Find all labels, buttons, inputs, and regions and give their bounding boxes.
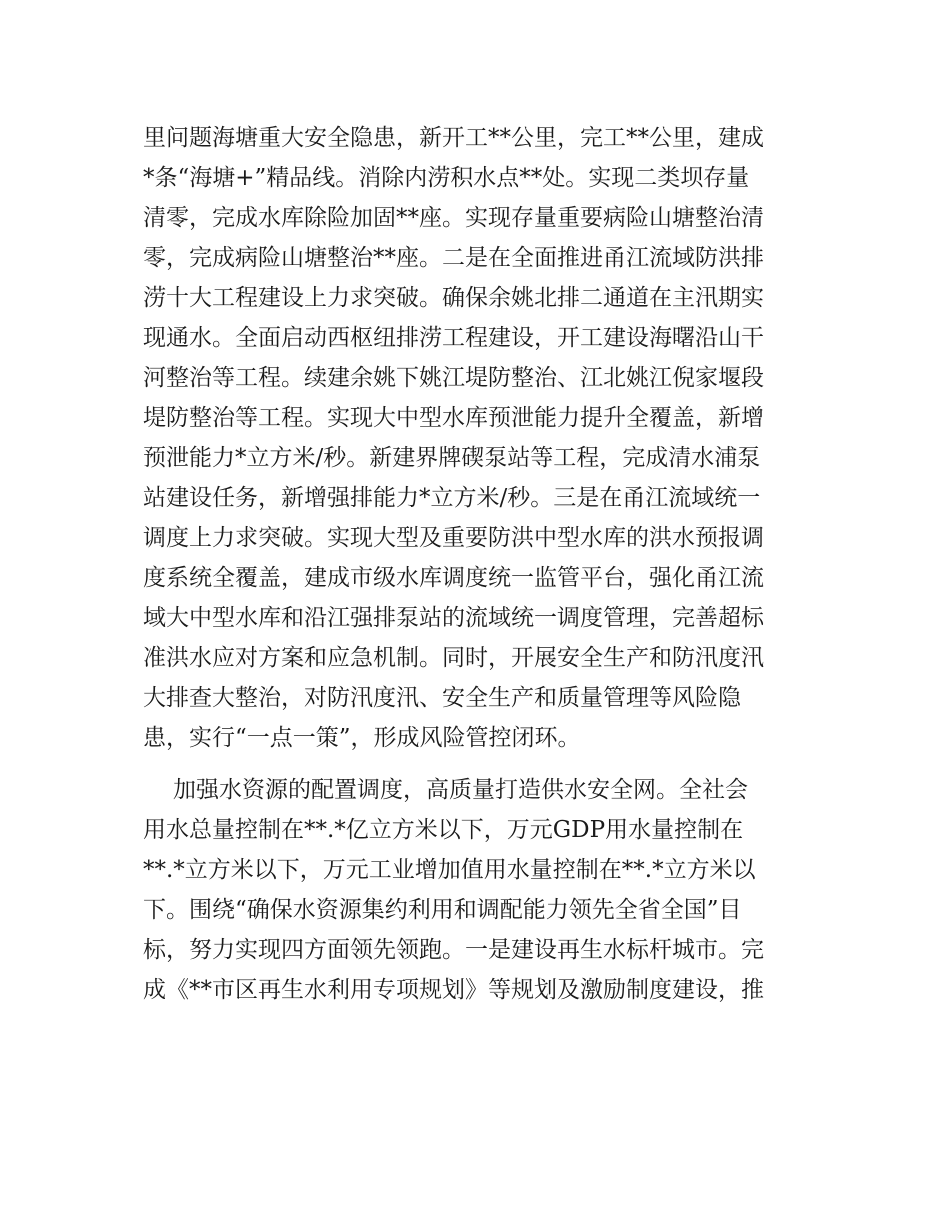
text-line: 零，完成病险山塘整治**座。二是在全面推进甬江流域防洪排 [143, 245, 764, 271]
text-line: 患，实行“一点一策”，形成风险管控闭环。 [143, 725, 581, 751]
text-line: 涝十大工程建设上力求突破。确保余姚北排二通道在主汛期实 [143, 285, 764, 311]
paragraph [143, 770, 813, 1010]
text-line: 度系统全覆盖，建成市级水库调度统一监管平台，强化甬江流 [143, 565, 764, 591]
text-line: 加强水资源的配置调度，高质量打造供水安全网。全社会 [173, 777, 748, 803]
text-line: 堤防整治等工程。实现大中型水库预泄能力提升全覆盖，新增 [143, 405, 764, 431]
text-line: 准洪水应对方案和应急机制。同时，开展安全生产和防汛度汛 [143, 645, 764, 671]
text-line: 现通水。全面启动西枢纽排涝工程建设，开工建设海曙沿山干 [143, 325, 764, 351]
text-line: 调度上力求突破。实现大型及重要防洪中型水库的洪水预报调 [143, 525, 764, 551]
document-body [143, 118, 813, 1010]
text-line: 域大中型水库和沿江强排泵站的流域统一调度管理，完善超标 [143, 605, 764, 631]
text-line: 标，努力实现四方面领先领跑。一是建设再生水标杆城市。完 [143, 937, 764, 963]
text-line: 成《**市区再生水利用专项规划》等规划及激励制度建设，推 [143, 977, 764, 1003]
text-line: 用水总量控制在**.*亿立方米以下，万元GDP用水量控制在 [143, 817, 744, 843]
text-line: 站建设任务，新增强排能力*立方米/秒。三是在甬江流域统一 [143, 485, 761, 511]
paragraph [143, 118, 813, 758]
text-line: 下。围绕“确保水资源集约利用和调配能力领先全省全国”目 [143, 897, 742, 923]
text-line: 里问题海塘重大安全隐患，新开工**公里，完工**公里，建成 [143, 125, 764, 151]
paragraph-spacer [143, 758, 813, 770]
text-line: **.*立方米以下，万元工业增加值用水量控制在**.*立方米以 [143, 857, 756, 883]
text-line: 河整治等工程。续建余姚下姚江堤防整治、江北姚江倪家堰段 [143, 365, 764, 391]
text-line: *条“海塘+”精品线。消除内涝积水点**处。实现二类坝存量 [143, 165, 750, 191]
text-line: 清零，完成水库除险加固**座。实现存量重要病险山塘整治清 [143, 205, 764, 231]
text-line: 大排查大整治，对防汛度汛、安全生产和质量管理等风险隐 [143, 685, 741, 711]
text-line: 预泄能力*立方米/秒。新建界牌碶泵站等工程，完成清水浦泵 [143, 445, 761, 471]
